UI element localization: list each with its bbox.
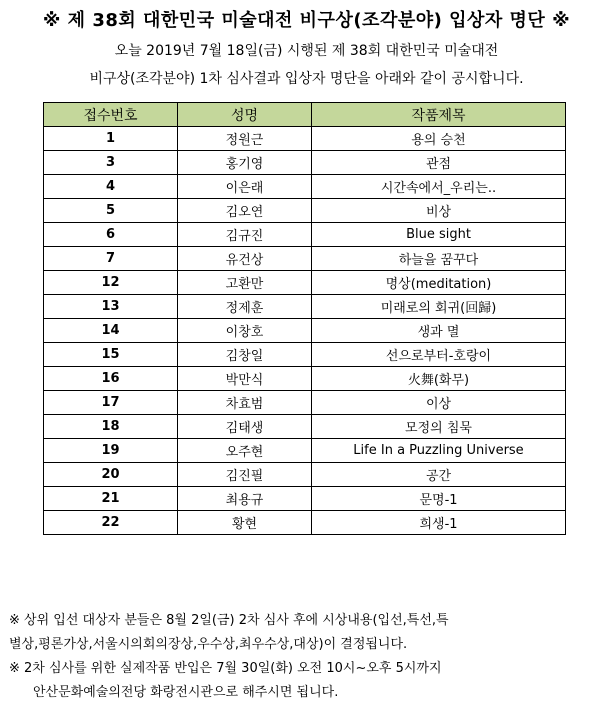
name-cell: 김태생	[178, 415, 312, 439]
note-line-3: ※ 2차 심사를 위한 실제작품 반입은 7월 30일(화) 오전 10시~오후 5시까지	[9, 661, 442, 676]
name-cell: 최용규	[178, 487, 312, 511]
table-row	[44, 127, 566, 151]
name-cell: 정제훈	[178, 295, 312, 319]
entry-number-cell: 15	[44, 343, 178, 367]
table-row	[44, 151, 566, 175]
name-cell: 이창호	[178, 319, 312, 343]
table-row	[44, 343, 566, 367]
work-title-cell: 문명-1	[312, 487, 566, 511]
column-header-name: 성명	[178, 103, 312, 127]
table-row	[44, 367, 566, 391]
table-row	[44, 487, 566, 511]
table-row	[44, 199, 566, 223]
entry-number-cell: 1	[44, 127, 178, 151]
entry-number-cell: 22	[44, 511, 178, 535]
note-line-1: ※ 상위 입선 대상자 분들은 8월 2일(금) 2차 심사 후에 시상내용(입선,특선,특	[9, 613, 449, 628]
work-title-cell: 미래로의 회귀(回歸)	[312, 295, 566, 319]
name-cell: 김규진	[178, 223, 312, 247]
name-cell: 정원근	[178, 127, 312, 151]
name-cell: 차효범	[178, 391, 312, 415]
entry-number-cell: 19	[44, 439, 178, 463]
entry-number-cell: 5	[44, 199, 178, 223]
table-row	[44, 295, 566, 319]
note-line-2: 별상,평론가상,서울시의회의장상,우수상,최우수상,대상)이 결정됩니다.	[9, 637, 408, 652]
name-cell: 홍기영	[178, 151, 312, 175]
entry-number-cell: 3	[44, 151, 178, 175]
name-cell: 유건상	[178, 247, 312, 271]
name-cell: 이은래	[178, 175, 312, 199]
subtitle-line-2: 비구상(조각분야) 1차 심사결과 입상자 명단을 아래와 같이 공시합니다.	[89, 71, 524, 87]
table-row	[44, 271, 566, 295]
entry-number-cell: 18	[44, 415, 178, 439]
table-row	[44, 319, 566, 343]
name-cell: 김창일	[178, 343, 312, 367]
entry-number-cell: 13	[44, 295, 178, 319]
entry-number-cell: 16	[44, 367, 178, 391]
table-row	[44, 439, 566, 463]
work-title-cell: Blue sight	[312, 223, 566, 247]
work-title-cell: 공간	[312, 463, 566, 487]
work-title-cell: 하늘을 꿈꾸다	[312, 247, 566, 271]
winners-table	[43, 102, 566, 535]
table-row	[44, 511, 566, 535]
table-header-row	[44, 103, 566, 127]
work-title-cell: 시간속에서_우리는..	[312, 175, 566, 199]
work-title-cell: 이상	[312, 391, 566, 415]
work-title-cell: 火舞(화무)	[312, 367, 566, 391]
work-title-cell: 모정의 침묵	[312, 415, 566, 439]
name-cell: 황현	[178, 511, 312, 535]
name-cell: 고환만	[178, 271, 312, 295]
page-title: ※ 제 38회 대한민국 미술대전 비구상(조각분야) 입상자 명단 ※	[42, 10, 571, 31]
work-title-cell: 명상(meditation)	[312, 271, 566, 295]
name-cell: 오주현	[178, 439, 312, 463]
name-cell: 박만식	[178, 367, 312, 391]
work-title-cell: 생과 멸	[312, 319, 566, 343]
column-header-entry-number: 접수번호	[44, 103, 178, 127]
table-row	[44, 223, 566, 247]
subtitle-line-1: 오늘 2019년 7월 18일(금) 시행된 제 38회 대한민국 미술대전	[114, 43, 499, 59]
work-title-cell: Life In a Puzzling Universe	[312, 439, 566, 463]
table-row	[44, 463, 566, 487]
entry-number-cell: 6	[44, 223, 178, 247]
work-title-cell: 용의 승천	[312, 127, 566, 151]
entry-number-cell: 7	[44, 247, 178, 271]
entry-number-cell: 17	[44, 391, 178, 415]
table-row	[44, 391, 566, 415]
work-title-cell: 선으로부터-호랑이	[312, 343, 566, 367]
entry-number-cell: 14	[44, 319, 178, 343]
table-row	[44, 415, 566, 439]
work-title-cell: 관점	[312, 151, 566, 175]
entry-number-cell: 4	[44, 175, 178, 199]
entry-number-cell: 20	[44, 463, 178, 487]
table-row	[44, 175, 566, 199]
table-row	[44, 247, 566, 271]
work-title-cell: 비상	[312, 199, 566, 223]
name-cell: 김진필	[178, 463, 312, 487]
note-line-4: 안산문화예술의전당 화랑전시관으로 해주시면 됩니다.	[33, 685, 339, 700]
entry-number-cell: 21	[44, 487, 178, 511]
work-title-cell: 희생-1	[312, 511, 566, 535]
name-cell: 김오연	[178, 199, 312, 223]
column-header-work-title: 작품제목	[312, 103, 566, 127]
notes-section	[9, 609, 609, 705]
entry-number-cell: 12	[44, 271, 178, 295]
